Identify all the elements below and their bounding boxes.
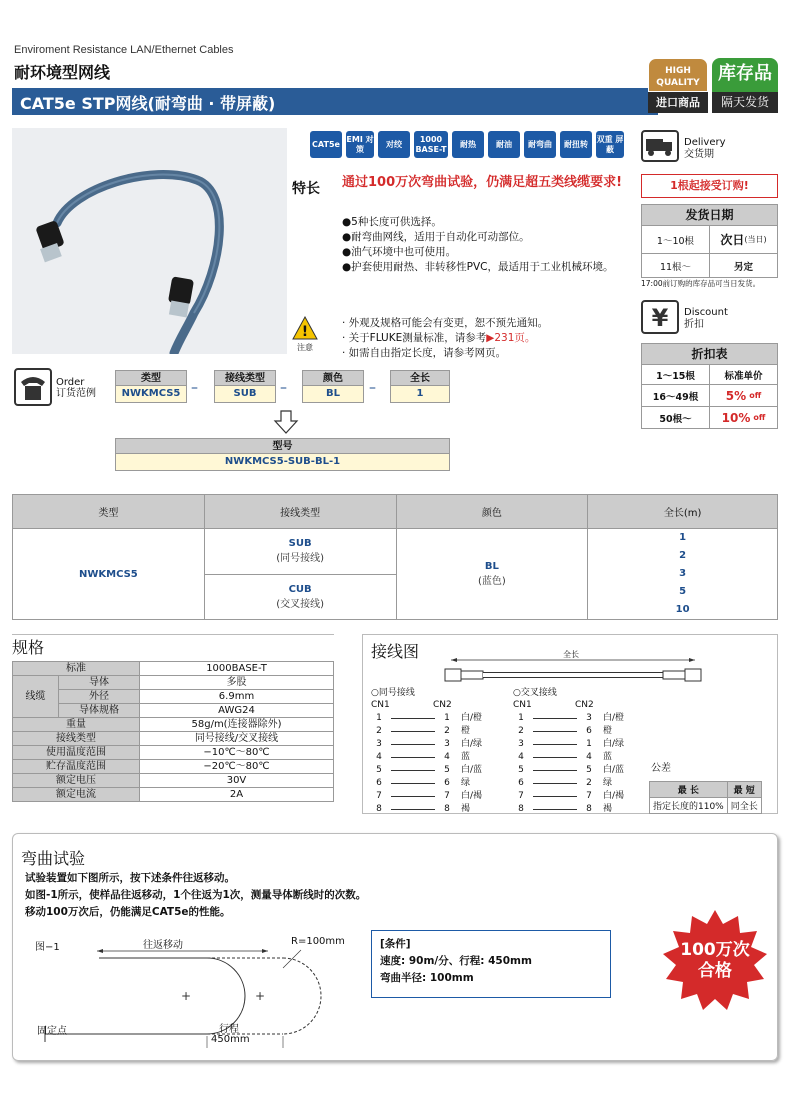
tag-twist: 耐扭转 (560, 131, 592, 158)
wire-line (533, 796, 577, 797)
wiring-row (371, 751, 501, 764)
wire-color: 白/蓝 (461, 765, 483, 775)
order-field-value: BL (302, 386, 364, 403)
features-headline: 通过100万次弯曲试验，仍满足超五类线缆要求! (342, 175, 623, 190)
length-label: 全长 (563, 650, 579, 659)
col-header: 全长(m) (588, 495, 778, 529)
tag-shield: 双重 屏蔽 (596, 131, 624, 158)
cn1-label: CN1 (371, 700, 390, 710)
wire-color: 蓝 (603, 752, 613, 762)
pin-a: 8 (518, 804, 524, 814)
wire-line (391, 731, 435, 732)
wiring-row (513, 751, 643, 764)
feature-item: ●油气环境中也可使用。 (342, 246, 457, 258)
pass-label: 100万次 合格 (680, 940, 750, 981)
down-arrow-icon (273, 410, 299, 437)
page-link[interactable]: 231页。 (494, 332, 536, 344)
order-field-head: 颜色 (302, 370, 364, 386)
features-list (342, 215, 632, 275)
straight-wiring-list (371, 699, 501, 816)
pin-a: 5 (518, 765, 524, 775)
wire-color: 橙 (461, 726, 471, 736)
cross-title: ○交叉接线 (513, 688, 557, 698)
pin-a: 6 (376, 778, 382, 788)
spec-label: 重量 (13, 718, 140, 732)
spec-label: 使用温度范围 (13, 746, 140, 760)
warning-block (290, 316, 320, 353)
pin-a: 1 (376, 713, 382, 723)
product-banner: CAT5e STP网线(耐弯曲 · 带屏蔽) (12, 88, 658, 115)
spec-label: 标准 (13, 662, 140, 676)
feature-item: ●5种长度可供选择。 (342, 216, 442, 228)
wiring-row (513, 725, 643, 738)
wiring-row (371, 803, 501, 816)
straight-title: ○同号接线 (371, 688, 415, 698)
delivery-table-head: 发货日期 (642, 205, 777, 225)
model-number (115, 438, 450, 471)
cn2-label: CN2 (575, 700, 594, 710)
discount-rate: 5% off (725, 388, 762, 403)
tolerance-title: 公差 (651, 763, 671, 774)
bend-description (25, 870, 366, 921)
tag-cat5e: CAT5e (310, 131, 342, 158)
english-title: Enviroment Resistance LAN/Ethernet Cables (14, 44, 234, 56)
tol-value: 同全长 (727, 798, 761, 814)
discount-std: 标准单价 (724, 370, 763, 382)
spec-value: 同号接线/交叉接线 (140, 732, 334, 746)
wire-color: 白/蓝 (603, 765, 625, 775)
min-order-note: 1根起接受订购! (641, 174, 778, 198)
wire-line (391, 809, 435, 810)
discount-cn: 折扣 (684, 319, 704, 330)
pin-b: 2 (586, 778, 592, 788)
wire-line (391, 744, 435, 745)
import-label: 进口商品 (648, 92, 708, 113)
pin-a: 3 (518, 739, 524, 749)
col-header: 颜色 (396, 495, 588, 529)
pin-b: 3 (586, 713, 592, 723)
wiring-row (371, 725, 501, 738)
pin-b: 6 (586, 726, 592, 736)
discount-en: Discount (684, 307, 728, 318)
cable-sketch (443, 655, 703, 689)
wire-color: 白/绿 (603, 739, 625, 749)
wire-color: 蓝 (461, 752, 471, 762)
cond-line: 速度: 90m/分、行程: 450mm (380, 955, 532, 967)
spec-value: 6.9mm (140, 690, 334, 704)
order-field-type (115, 370, 187, 403)
fixed-point-label: 固定点 (37, 1026, 67, 1037)
warning-icon (292, 316, 318, 340)
cn1-label: CN1 (513, 700, 532, 710)
chinese-title: 耐环境型网线 (14, 63, 111, 82)
delivery-en: Delivery (684, 137, 726, 148)
spec-value: 多股 (140, 676, 334, 690)
order-field-head: 接线类型 (214, 370, 276, 386)
wire-color: 褐 (461, 804, 471, 814)
delivery-label (684, 137, 726, 161)
col-header: 接线类型 (204, 495, 396, 529)
discount-table (641, 343, 778, 429)
high-quality-label: HIGH QUALITY (648, 58, 708, 92)
wire-color: 白/褐 (603, 791, 625, 801)
features-label: 特长 (292, 181, 320, 197)
pin-b: 5 (586, 765, 592, 775)
pin-b: 2 (444, 726, 450, 736)
tag-1000base: 1000 BASE-T (414, 131, 448, 158)
col-header: 类型 (13, 495, 205, 529)
pin-b: 7 (444, 791, 450, 801)
order-field-head: 全长 (390, 370, 450, 386)
spec-value: AWG24 (140, 704, 334, 718)
note-item: · 如需自由指定长度，请参考网页。 (342, 347, 507, 359)
bend-line: 试验装置如下图所示，按下述条件往返移动。 (25, 872, 235, 884)
order-field-head: 类型 (115, 370, 187, 386)
pin-b: 5 (444, 765, 450, 775)
wire-color: 绿 (461, 778, 471, 788)
tol-head: 最 长 (650, 782, 728, 798)
note-text: · 关于FLUKE测量标准，请参考 (342, 332, 487, 344)
pin-a: 6 (518, 778, 524, 788)
wire-line (533, 744, 577, 745)
svg-text:¥: ¥ (651, 304, 669, 332)
warning-label: 注意 (297, 343, 313, 352)
stroke-value: 450mm (211, 1034, 250, 1045)
figure-label: 图−1 (35, 942, 60, 953)
wire-line (533, 783, 577, 784)
stock-badge (712, 58, 778, 113)
pin-a: 2 (376, 726, 382, 736)
order-field-value: 1 (390, 386, 450, 403)
wiring-row (513, 738, 643, 751)
wiring-row (513, 777, 643, 790)
feature-item: ●护套使用耐热、非转移性PVC，最适用于工业机械环境。 (342, 261, 614, 273)
wire-line (391, 796, 435, 797)
cond-title: [条件] (380, 938, 411, 950)
stock-label: 库存品 (712, 58, 778, 92)
cn2-label: CN2 (433, 700, 452, 710)
tag-bend: 耐弯曲 (524, 131, 556, 158)
spec-value: 2A (140, 788, 334, 802)
tag-oil: 耐油 (488, 131, 520, 158)
delivery-note: 17:00前订购的库存品可当日发货。 (641, 279, 761, 288)
wire-color: 白/橙 (603, 713, 625, 723)
spec-value: 58g/m(连接器除外) (140, 718, 334, 732)
wire-line (391, 770, 435, 771)
tag-emi: EMI 对策 (346, 131, 374, 158)
wire-color: 橙 (603, 726, 613, 736)
spec-table (12, 661, 334, 802)
wiring-cell: CUB (交叉接线) (204, 574, 396, 620)
wire-line (391, 783, 435, 784)
selection-table (12, 494, 778, 620)
wiring-row (513, 712, 643, 725)
note-item (342, 331, 632, 346)
pin-a: 5 (376, 765, 382, 775)
separator-dash: – (191, 380, 198, 396)
wire-line (391, 757, 435, 758)
spec-label: 导体 (59, 676, 140, 690)
wiring-row (513, 803, 643, 816)
spec-group: 线缆 (13, 676, 59, 718)
pin-b: 6 (444, 778, 450, 788)
discount-rate: 10% off (721, 410, 766, 425)
tag-heat: 耐热 (452, 131, 484, 158)
spec-title: 规格 (12, 638, 45, 657)
order-field-wiring (214, 370, 276, 403)
next-day-label: 隔天发货 (712, 92, 778, 113)
spec-label: 额定电压 (13, 774, 140, 788)
model-head: 型号 (115, 438, 450, 454)
wiring-diagram (362, 634, 778, 814)
svg-text:+: + (181, 989, 192, 1003)
wiring-row (513, 764, 643, 777)
note-item: · 外观及规格可能会有变更，恕不预先通知。 (342, 317, 549, 329)
svg-text:+: + (255, 989, 266, 1003)
wire-line (391, 718, 435, 719)
tol-head: 最 短 (727, 782, 761, 798)
order-field-value: NWKMCS5 (115, 386, 187, 403)
pin-b: 8 (586, 804, 592, 814)
spec-value: −20℃～80℃ (140, 760, 334, 774)
product-photo (12, 128, 287, 354)
page-arrow-icon: ▶ (486, 332, 495, 344)
length-cell: 1 2 3 5 10 (588, 529, 778, 620)
pin-b: 7 (586, 791, 592, 801)
pin-a: 1 (518, 713, 524, 723)
order-label (56, 377, 96, 399)
wire-color: 绿 (603, 778, 613, 788)
pass-burst (661, 908, 769, 1016)
pin-b: 4 (586, 752, 592, 762)
bend-title: 弯曲试验 (21, 849, 86, 868)
notes-list (342, 316, 632, 361)
pin-b: 1 (586, 739, 592, 749)
spec-label: 额定电流 (13, 788, 140, 802)
pin-a: 7 (376, 791, 382, 801)
pin-a: 7 (518, 791, 524, 801)
move-label: 往返移动 (143, 940, 183, 951)
bend-line: 如图-1所示，使样品往返移动，1个往返为1次，测量导体断线时的次数。 (25, 889, 367, 901)
discount-table-head: 折扣表 (642, 344, 777, 364)
wiring-row (371, 738, 501, 751)
tag-twisted: 对绞 (378, 131, 410, 158)
wiring-title: 接线图 (371, 642, 420, 661)
wire-color: 白/橙 (461, 713, 483, 723)
wiring-cell: SUB (同号接线) (204, 529, 396, 575)
delivery-value: 另定 (733, 261, 753, 273)
delivery-cn: 交货期 (684, 149, 714, 160)
separator-dash: – (369, 380, 376, 396)
spec-value: −10℃～80℃ (140, 746, 334, 760)
wire-line (533, 731, 577, 732)
pin-b: 3 (444, 739, 450, 749)
bend-figure (33, 948, 363, 1048)
truck-icon (641, 130, 679, 165)
wire-line (533, 757, 577, 758)
spec-label: 贮存温度范围 (13, 760, 140, 774)
model-value: NWKMCS5-SUB-BL-1 (115, 454, 450, 471)
feature-item: ●耐弯曲网线，适用于自动化可动部位。 (342, 231, 530, 243)
delivery-qty: 1～10根 (642, 226, 710, 253)
wiring-row (513, 790, 643, 803)
discount-qty: 50根～ (642, 407, 710, 428)
wire-color: 褐 (603, 804, 613, 814)
bend-test-panel (12, 833, 778, 1061)
cross-wiring-list (513, 699, 643, 816)
discount-label (684, 307, 728, 331)
spec-value: 1000BASE-T (140, 662, 334, 676)
wiring-row (371, 790, 501, 803)
pin-b: 1 (444, 713, 450, 723)
wire-line (533, 718, 577, 719)
type-cell: NWKMCS5 (13, 529, 205, 620)
spec-label: 接线类型 (13, 732, 140, 746)
pin-a: 4 (376, 752, 382, 762)
order-en: Order (56, 377, 85, 388)
pin-a: 3 (376, 739, 382, 749)
phone-icon (14, 368, 52, 409)
tolerance-table (649, 781, 762, 814)
pin-b: 4 (444, 752, 450, 762)
spec-label: 导体规格 (59, 704, 140, 718)
tol-value: 指定长度的110% (650, 798, 728, 814)
bend-line: 移动100万次后，仍能满足CAT5e的性能。 (25, 906, 231, 918)
color-cell: BL (蓝色) (396, 529, 588, 620)
pin-a: 4 (518, 752, 524, 762)
order-field-value: SUB (214, 386, 276, 403)
cond-line: 弯曲半径: 100mm (380, 972, 474, 984)
svg-text:!: ! (301, 324, 309, 340)
delivery-table (641, 204, 778, 278)
spec-value: 30V (140, 774, 334, 788)
wire-line (533, 809, 577, 810)
wire-color: 白/褐 (461, 791, 483, 801)
delivery-qty: 11根～ (642, 254, 710, 277)
yen-icon (641, 300, 679, 337)
radius-label: R=100mm (291, 936, 345, 947)
discount-qty: 16～49根 (642, 385, 710, 406)
discount-qty: 1～15根 (642, 365, 710, 384)
wire-line (533, 770, 577, 771)
separator-dash: – (280, 380, 287, 396)
pin-b: 8 (444, 804, 450, 814)
wiring-row (371, 777, 501, 790)
order-cn: 订货范例 (56, 388, 96, 399)
conditions-box (371, 930, 611, 998)
spec-title-bar (12, 634, 334, 658)
stroke-label: 行程 (219, 1024, 239, 1035)
pin-a: 8 (376, 804, 382, 814)
order-field-color (302, 370, 364, 403)
spec-label: 外径 (59, 690, 140, 704)
high-quality-badge (648, 58, 708, 113)
order-field-length (390, 370, 450, 403)
pin-a: 2 (518, 726, 524, 736)
delivery-value: 次日 (当日) (720, 233, 767, 247)
wiring-row (371, 712, 501, 725)
wire-color: 白/绿 (461, 739, 483, 749)
wiring-row (371, 764, 501, 777)
